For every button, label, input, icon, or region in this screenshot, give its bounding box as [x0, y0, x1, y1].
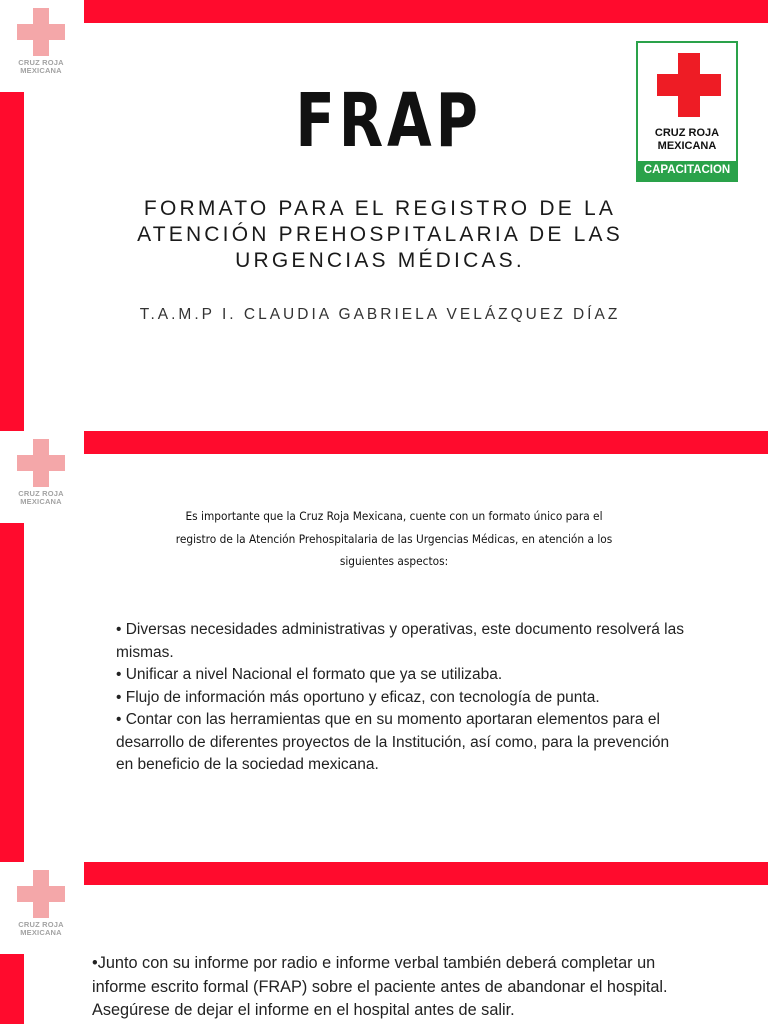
left-red-bar: [0, 92, 24, 431]
left-red-bar: [0, 954, 24, 1024]
list-item: • Flujo de información más oportuno y eficaz, con tecnología de punta.: [116, 688, 600, 706]
logo-text: CRUZ ROJA MEXICANA: [18, 58, 64, 75]
intro-paragraph: Es importante que la Cruz Roja Mexicana, cuente con un formato único para el registro de la Atención Prehospitalaria de las Urgencias Médicas, en atención a los siguientes aspectos:: [175, 509, 613, 568]
slide-title: [0, 0, 768, 431]
list-item: • Unificar a nivel Nacional el formato que ya se utilizaba.: [116, 666, 503, 683]
badge-text: CRUZ ROJA MEXICANA: [654, 127, 720, 152]
cruz-roja-logo: [14, 439, 68, 509]
slide-aspects: [0, 431, 768, 862]
report-paragraph: •Junto con su informe por radio e informe verbal también deberá completar un informe escrito formal (FRAP) sobre el paciente antes de abandonar el hospital. Asegúrese de dejar el informe en el hospital antes de salir.: [92, 954, 668, 1019]
top-red-bar: [84, 0, 768, 23]
slide-report: [0, 862, 768, 1024]
red-cross-icon: [17, 870, 65, 918]
page-title: FRAP: [295, 78, 482, 164]
capacitacion-badge: [636, 41, 738, 182]
red-cross-icon: [657, 53, 721, 117]
left-red-bar: [0, 523, 24, 862]
logo-text: CRUZ ROJA MEXICANA: [18, 920, 64, 937]
cruz-roja-logo: [14, 870, 68, 940]
logo-text: CRUZ ROJA MEXICANA: [18, 489, 64, 506]
subtitle: FORMATO PARA EL REGISTRO DE LA ATENCIÓN PREHOSPITALARIA DE LAS URGENCIAS MÉDICAS.: [137, 197, 623, 272]
red-cross-icon: [17, 439, 65, 487]
list-item: • Contar con las herramientas que en su momento aportaran elementos para el desarrollo de diferentes proyectos de la Institución, así como, para la prevención en beneficio de la sociedad mexicana.: [116, 711, 670, 773]
top-red-bar: [84, 431, 768, 454]
author-name: T.A.M.P I. CLAUDIA GABRIELA VELÁZQUEZ DÍAZ: [139, 306, 621, 323]
bullet-list: [116, 619, 716, 777]
top-red-bar: [84, 862, 768, 885]
badge-footer: CAPACITACION: [638, 161, 736, 180]
list-item: • Diversas necesidades administrativas y operativas, este documento resolverá las mismas.: [116, 621, 684, 661]
cruz-roja-logo: [14, 8, 68, 78]
red-cross-icon: [17, 8, 65, 56]
